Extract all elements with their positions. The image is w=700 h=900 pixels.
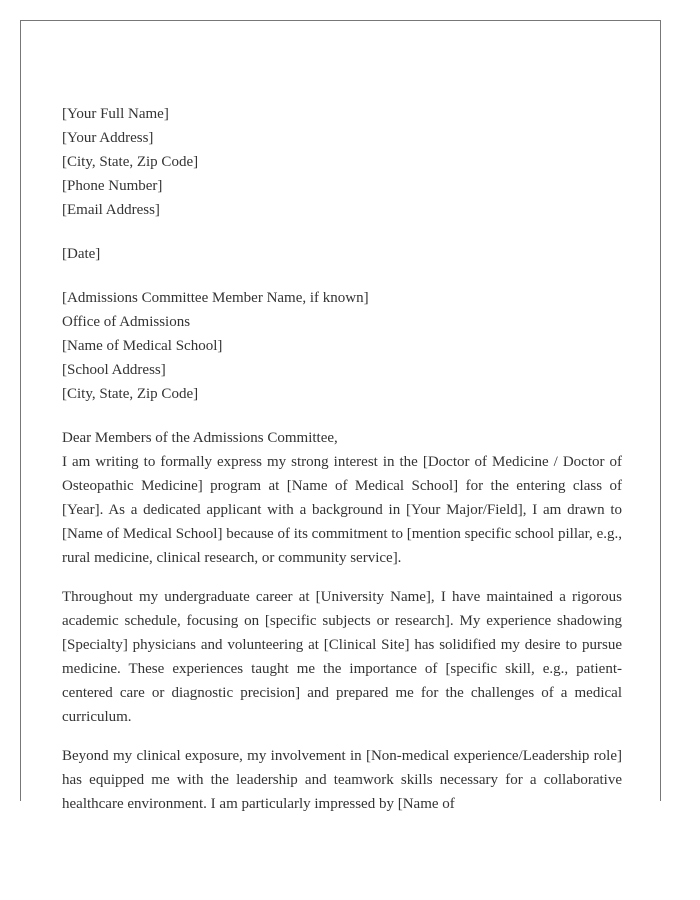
recipient-block: [62, 286, 622, 406]
spacer: [62, 406, 622, 426]
sender-block: [62, 102, 622, 222]
spacer: [62, 266, 622, 286]
letter-date: [Date]: [62, 246, 101, 262]
sender-phone: [Phone Number]: [62, 178, 163, 194]
recipient-member-name: [Admissions Committee Member Name, if known]: [62, 290, 369, 306]
sender-city-state-zip: [City, State, Zip Code]: [62, 154, 199, 170]
recipient-city-state-zip: [City, State, Zip Code]: [62, 386, 199, 402]
body-paragraph-3: Beyond my clinical exposure, my involvement in [Non-medical experience/Leadership role] has equipped me with the leadership and teamwork skills necessary for a collaborative healthcare environment. I am particularly impressed by [Name of: [62, 748, 622, 812]
body-paragraph-1: I am writing to formally express my strong interest in the [Doctor of Medicine / Doctor of Osteopathic Medicine] program at [Name of Medical School] for the entering class of [Year]. As a dedicated applicant with a background in [Your Major/Field], I am drawn to [Name of Medical School] because of its commitment to [mention specific school pillar, e.g., rural medicine, clinical research, or community service].: [62, 454, 622, 566]
recipient-school-name: [Name of Medical School]: [62, 338, 223, 354]
recipient-school-address: [School Address]: [62, 362, 166, 378]
letter-page: [20, 20, 661, 812]
letter-content: [62, 102, 622, 816]
body-paragraph-2: Throughout my undergraduate career at [University Name], I have maintained a rigorous academic schedule, focusing on [specific subjects or research]. My experience shadowing [Specialty] physicians and volunteering at [Clinical Site] has solidified my desire to pursue medicine. These experiences taught me the importance of [specific skill, e.g., patient-centered care or diagnostic precision] and prepared me for the challenges of a medical curriculum.: [62, 589, 622, 725]
sender-email: [Email Address]: [62, 202, 160, 218]
sender-address: [Your Address]: [62, 130, 154, 146]
sender-full-name: [Your Full Name]: [62, 106, 169, 122]
letter-body: [62, 450, 622, 816]
salutation: Dear Members of the Admissions Committee,: [62, 430, 338, 446]
recipient-office: Office of Admissions: [62, 314, 191, 330]
spacer: [62, 222, 622, 242]
